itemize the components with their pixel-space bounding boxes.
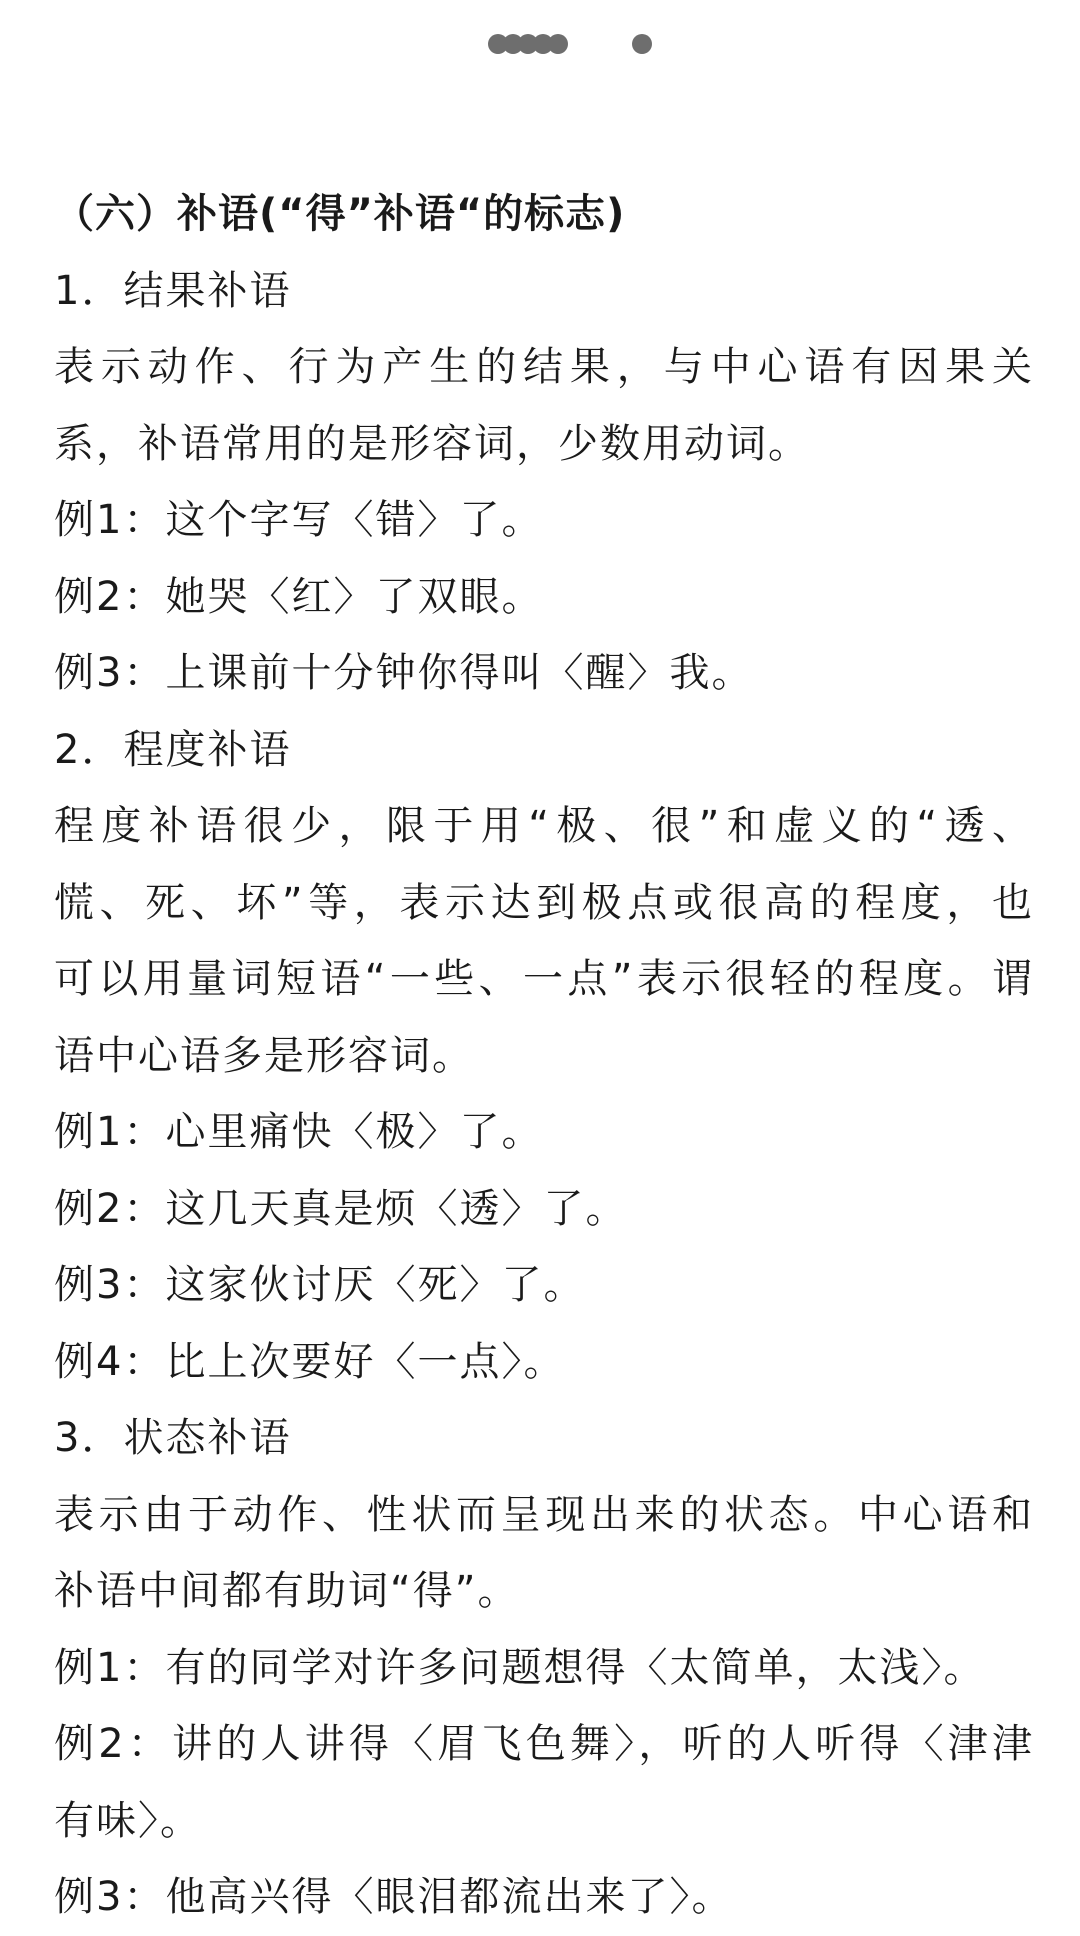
- example-line: 例1：心里痛快〈极〉了。: [54, 1109, 544, 1155]
- paragraph-line: 表示由于动作、性状而呈现出来的状态。中心语和: [54, 1491, 1034, 1538]
- paragraph-line: 可以用量词短语“一些、一点”表示很轻的程度。谓: [54, 956, 1034, 1002]
- paragraph-line: 表示动作、行为产生的结果，与中心语有因果关: [54, 344, 1034, 390]
- page-dot-5[interactable]: [548, 34, 568, 54]
- page-dot-6-current[interactable]: [632, 34, 652, 54]
- example-line: 例2：讲的人讲得〈眉飞色舞〉，听的人听得〈津津: [54, 1721, 1034, 1767]
- paragraph-line: 补语中间都有助词“得”。: [54, 1568, 520, 1614]
- paragraph-line: 系，补语常用的是形容词，少数用动词。: [54, 420, 810, 467]
- subheading-degree-complement: 2．程度补语: [54, 726, 292, 773]
- example-line: 例1：这个字写〈错〉了。: [54, 497, 544, 543]
- section-heading: （六）补语(“得”补语“的标志): [54, 191, 626, 237]
- paragraph-line: 语中心语多是形容词。: [54, 1032, 474, 1079]
- document-body: [54, 176, 1034, 1936]
- subheading-state-complement: 3．状态补语: [54, 1415, 292, 1461]
- example-line: 例3：上课前十分钟你得叫〈醒〉我。: [54, 650, 754, 696]
- example-line: 例1：有的同学对许多问题想得〈太简单，太浅〉。: [54, 1644, 986, 1691]
- subheading-result-complement: 1．结果补语: [54, 267, 292, 314]
- paragraph-line: 程度补语很少，限于用“极、很”和虚义的“透、: [54, 803, 1034, 849]
- example-line: 例3：他高兴得〈眼泪都流出来了〉。: [54, 1874, 734, 1920]
- example-line: 例2：她哭〈红〉了双眼。: [54, 573, 544, 620]
- example-line: 例3：这家伙讨厌〈死〉了。: [54, 1262, 586, 1308]
- page-indicator: [0, 34, 1080, 54]
- example-line: 例4：比上次要好〈一点〉。: [54, 1338, 566, 1385]
- paragraph-line: 慌、死、坏”等，表示达到极点或很高的程度，也: [54, 879, 1034, 926]
- example-line: 例2：这几天真是烦〈透〉了。: [54, 1185, 628, 1232]
- example-line: 有味〉。: [54, 1797, 202, 1844]
